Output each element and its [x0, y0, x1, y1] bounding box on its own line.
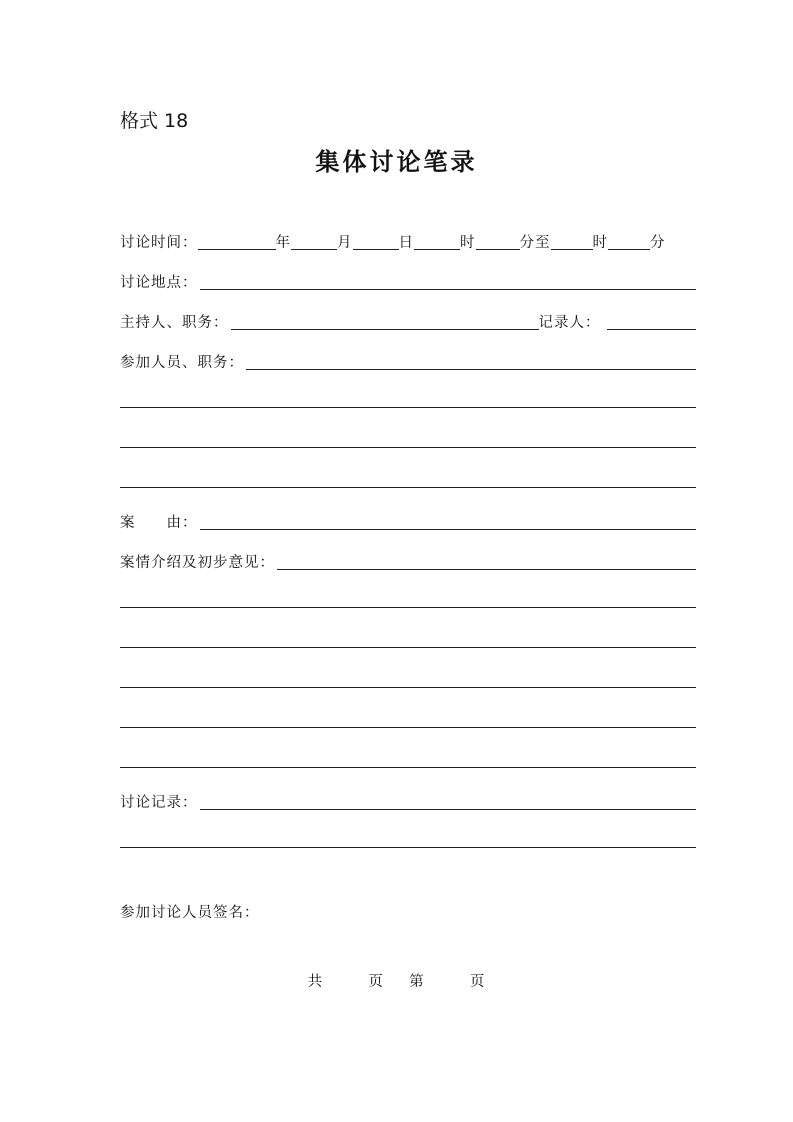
- end-hour-unit: 时: [592, 234, 608, 251]
- participants-line-3[interactable]: [120, 447, 696, 448]
- discussion-time-row: [120, 228, 696, 250]
- page-footer: [0, 970, 793, 991]
- case-intro-line-4[interactable]: [120, 687, 696, 688]
- recorder-field[interactable]: [607, 329, 697, 330]
- signature-label: 参加讨论人员签名：: [120, 904, 260, 921]
- case-cause-label: 案 由：: [120, 514, 198, 531]
- participants-label: 参加人员、职务：: [120, 354, 244, 371]
- footer-nth: 第: [409, 974, 425, 990]
- signature-row: [120, 898, 696, 920]
- hour-field[interactable]: [414, 248, 460, 250]
- recorder-label: 记录人：: [538, 314, 601, 331]
- discussion-record-row: [120, 788, 696, 810]
- year-field[interactable]: [198, 248, 276, 250]
- case-intro-line-2[interactable]: [120, 607, 696, 608]
- format-number: 格式 18: [120, 110, 189, 132]
- case-intro-row: [120, 548, 696, 570]
- case-cause-row: [120, 508, 696, 530]
- participants-row: [120, 348, 696, 370]
- case-intro-line-5[interactable]: [120, 727, 696, 728]
- participants-line-4[interactable]: [120, 487, 696, 488]
- day-unit: 日: [398, 234, 414, 251]
- case-intro-line-6[interactable]: [120, 767, 696, 768]
- discussion-record-field[interactable]: [200, 809, 697, 810]
- case-intro-label: 案情介绍及初步意见：: [120, 554, 275, 571]
- footer-page-2: 页: [469, 974, 486, 990]
- footer-total: 共: [307, 974, 324, 990]
- end-minute-unit: 分: [650, 234, 666, 251]
- host-row: [120, 308, 696, 330]
- end-hour-field[interactable]: [551, 248, 593, 250]
- discussion-time-label: 讨论时间：: [120, 234, 198, 251]
- minute-field[interactable]: [476, 248, 520, 250]
- day-field[interactable]: [353, 248, 399, 250]
- discussion-location-row: [120, 268, 696, 290]
- discussion-location-field[interactable]: [200, 289, 697, 290]
- host-field[interactable]: [231, 328, 539, 330]
- page-title: 集体讨论笔录: [315, 147, 478, 176]
- discussion-record-line-2[interactable]: [120, 847, 696, 848]
- discussion-record-label: 讨论记录：: [120, 794, 198, 811]
- end-minute-field[interactable]: [608, 248, 650, 250]
- participants-field[interactable]: [246, 369, 696, 370]
- case-intro-line-3[interactable]: [120, 647, 696, 648]
- host-label: 主持人、职务：: [120, 314, 229, 331]
- year-unit: 年: [275, 234, 291, 251]
- month-unit: 月: [337, 234, 353, 251]
- month-field[interactable]: [291, 248, 337, 250]
- case-cause-field[interactable]: [200, 529, 697, 530]
- hour-unit: 时: [460, 234, 476, 251]
- footer-page-1: 页: [368, 974, 384, 990]
- case-intro-field[interactable]: [277, 569, 696, 570]
- participants-line-2[interactable]: [120, 407, 696, 408]
- minute-to-unit: 分至: [519, 234, 551, 251]
- discussion-location-label: 讨论地点：: [120, 274, 198, 291]
